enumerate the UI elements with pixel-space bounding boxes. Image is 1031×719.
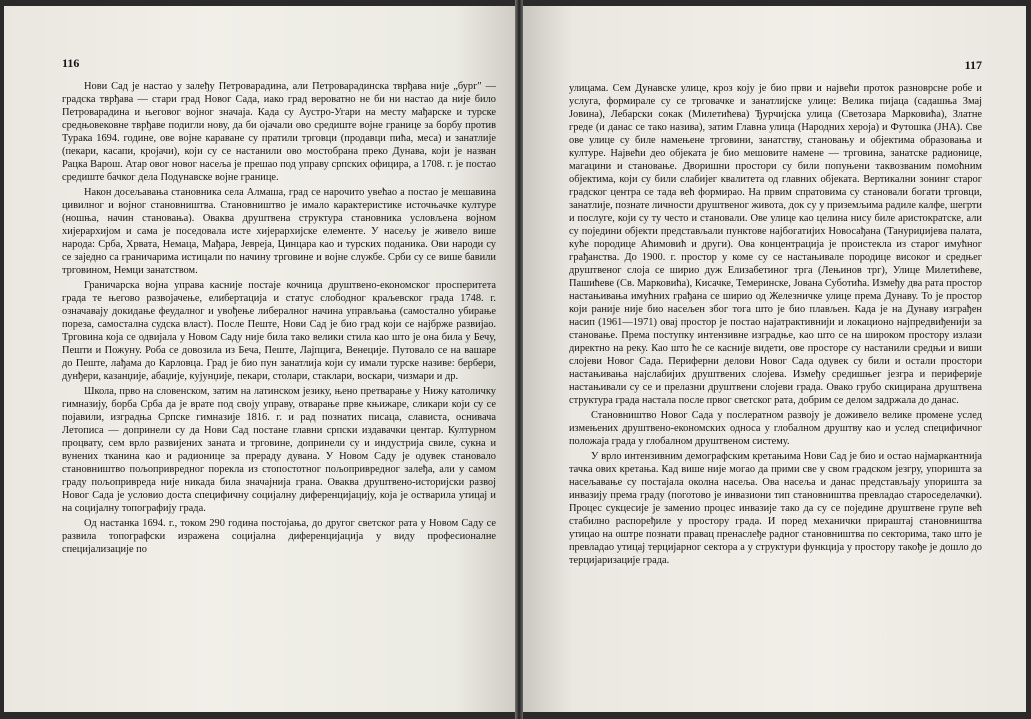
page-number-left: 116 <box>62 56 80 70</box>
left-paragraph: Граничарска војна управа касније постаје кочница друштвено-економског просперитета града те његово развојачење, елибертација и статус слободног краљевског града 1748. г. означавају докидање феудалног и увођење либералног начина управљања (самостално убирање пореза, самостална судска власт). После Пеште, Нови Сад је био град који се најбрже развијао. Трговина која се одвијала у Новом Саду није била тако велики стила као што је она била у Бечу, Пешти и Пожуну. Роба се довозила из Беча, Пеште, Лајпцига, Венеције. Путовало се на вашаре до Пеште, лађама до Карловца. Град је био пун занатлија који су имали турске називе: бербери, дунђери, казанџије, абаџије, кујунџије, пекари, столари, стаклари, воскари, чизмари и др. <box>62 280 496 382</box>
page-number-right: 117 <box>964 58 982 72</box>
right-paragraph: У врло интензивним демографским кретањима Нови Сад је био и остао најмаркантнија тачка ових кретања. Кад више није могао да прими све у свом градском језгру, упоришта за насељавање су постајала околна насеља. Ова насеља и данас представљају упоришта за инвазију према граду (поготово је инвазиони тип становништва превладао староседелачки). Процес сукцесије је заменио процес инвазије тако да су се поједине друштвене групе већ стабилно распоређиле у простору града. И поред механички прираштај становништва утицао на оштре познати правац пренаслеђе радног становништва по секторима, тако што је превладао утицај терцијарног сектора а у структури функција у простору такође је дошло до терцијаризације града. <box>569 451 982 566</box>
right-paragraph: улицама. Сем Дунавске улице, кроз коју је био први и највећи проток разноврсне робе и услуга, формирале су се трговачке и занатлијске улице: Велика пијаца (садашња Змај Јовина), Лебарски сокак (Милетићева) Ђурчијска улица (Светозара Марковића), Златне греде (и данас се тако назива), затим Главна улица (Народних хероја) и Футошка (ЈНА). Све ове улице су биле намењене трговини, занатству, становању и објектима образовања и културе. Највећи део објеката је био мешовите намене — трговина, занатске радионице, магацини и становање. Дворишни простори су били попуњени таквозваним помоћним објектима, који су били слабијег квалитета од главних објеката. Вертикални зонинг старог градског центра се тада већ формирао. На првим спратовима су становали богати трговци, занатлије, познате личности друштвеног живота, док су у приземљима радиле калфе, шегрти и послуге, који су ту често и становали. Ове улице као целина нису биле аристократске, али су поједини објекти представљали пунктове најбогатијих Новосађана (Тануриџијева палата, куће породице Аћимовић и други). Ова концентрација је проистекла из старог имућног грађанства. До 1900. г. простор у коме су се настањивале породице високог и средњег друштвеног слоја се ширио дуж Елизабетиног трга (Лењинов трг), Улице Милетићеве, Пашићеве (Св. Марковића), Кисачке, Темеринске, Јована Суботића. Између два рата простор настањивања имућних грађана се ширио од Железничке улице према Дунаву. То је простор који раније није био насељен због тога што је био плављен. Када је на Дунаву изграђен насип (1961—1971) овај простор је постао најатрактивнији и локационо најпредвиђенији за становање. Према поступку интензивне изградње, као што се на широком простору излази директно на реку. Као што ће се касније видети, ове просторе су настанили средњи и виши слојеви Новог Сада. Периферни делови Новог Сада одувек су били и остали простори настањивања најслабијих друштвених слојева. Између средишњег језгра и периферије настањивали су се и прелазни друштвени слојеви града. Овако грубо скицирана друштвена структура града настала после првог светског рата, добрим се делом задржала до данас. <box>569 83 982 406</box>
left-paragraph: Од настанка 1694. г., током 290 година постојања, до другог светског рата у Новом Саду се развила топографски изражена социјална диференцијација у виду професионалне специјализације по <box>62 518 496 555</box>
left-paragraph: Након досељавања становника села Алмаша, град се нарочито увећао а постао је мешавина цивилног и војног становништва. Становништво је имало карактеристике источњачке културе (ношња, начин становања). Оваква друштвена структура становника условљена војном хијерархијом и сама је поседовала исте хијерархијске елементе. У насељу је живело више народа: Срба, Хрвата, Немаца, Мађара, Јевреја, Цинцара као и турских поданика. Ови народи су се заједно са граничарима истицали по начину трговине и војне службе. Срби су се више бавили трговином, Немци занатством. <box>62 187 496 276</box>
book-gutter <box>515 0 523 719</box>
right-page <box>523 6 1026 712</box>
left-page <box>4 6 515 712</box>
right-paragraph: Становништво Новог Сада у послератном развоју је доживело велике промене услед измењених друштвено-економских односа у глобалном друштву као и услед специфичног положаја града у глобалном друштвеном систему. <box>569 410 982 447</box>
left-paragraph: Нови Сад је настао у залеђу Петроварадина, али Петроварадинска тврђава није „бург" — градска тврђава — стари град Новог Сада, иако град вероватно не би ни настао да није било Петроварадина и његовог војног значаја. Када су Аустро-Угари на месту мађарске и турске средњовековне тврђаве подигли нову, да би ојачали ово средиште војне границе за борбу против Турака 1694. године, ове војне караване су пратили трговци (продавци пића, меса) и занатлије (пекари, касапи, кројачи), који су се настанили ово мостобрана преко Дунава, који је назван Рацка Варош. Атар овог новог насеља је прешао под управу српских официра, а 1708. г. је постао средиште бачког дела Подунавске војне границе. <box>62 81 496 183</box>
left-paragraph: Школа, прво на словенском, затим на латинском језику, њено претварање у Нижу католичку гимназију, борба Срба да је врате под своју управу, отварање прве књижаре, сликари који су се појавили, изградња Српске гимназије 1816. г. и рад познатих писаца, слависта, оснивача Летописа — допринели су да Нови Сад постане главни српски издавачки центар. Културном процвату, сем врло развијених заната и трговине, допринели су и индустрија свиле, сукна и вунених тканина као и радионице за прераду дувана. У Новом Саду је одувек становало становништво пољопривредног порекла из стопостотног пољопривредног залеђа, али у самом граду пољопривреда није никада била значајнија грана. Оваква друштвено-историјски развој Новог Сада је условио доста специфичну социјалну диференцијацију, која је остварила утицај и на социјалну топографију града. <box>62 386 496 514</box>
